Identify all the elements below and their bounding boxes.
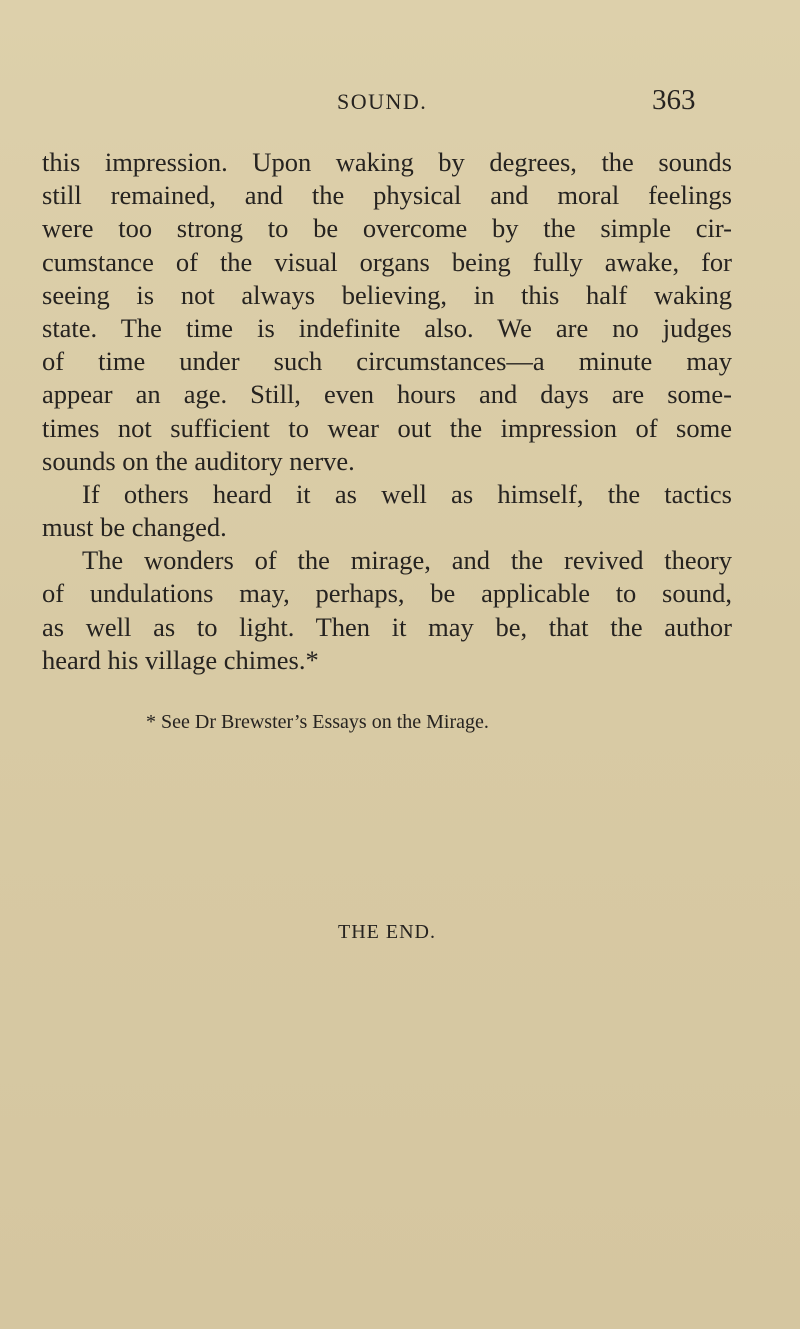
text-line: The wonders of the mirage, and the revived theory [82,545,732,576]
text-line: heard his village chimes.* [42,644,319,675]
text-line: still remained, and the physical and moral feelings [42,180,732,211]
text-line: of time under such circumstances—a minute may [42,346,732,377]
text-line: this impression. Upon waking by degrees, the sounds [42,147,732,177]
page-number: 363 [652,84,696,116]
text-line: If others heard it as well as himself, the tactics [82,478,732,509]
text-line: were too strong to be overcome by the simple cir- [42,213,732,244]
text-line: must be changed. [42,512,227,543]
text-line: of undulations may, perhaps, be applicable to sound, [42,578,732,609]
text-line: as well as to light. Then it may be, that the author [42,611,732,642]
text-line: seeing is not always believing, in this half waking [42,279,732,310]
text-line: times not sufficient to wear out the impression of some [42,412,732,443]
text-line: state. The time is indefinite also. We are no judges [42,312,732,343]
running-head [0,84,800,124]
running-title: SOUND. [337,89,428,114]
text-line: appear an age. Still, even hours and days are some- [42,379,732,410]
text-line: sounds on the auditory nerve. [42,445,355,476]
footnote: * See Dr Brewster’s Essays on the Mirage. [146,711,489,733]
text-line: cumstance of the visual organs being fully awake, for [42,246,732,277]
end-mark: THE END. [338,921,436,943]
body-text [42,146,732,677]
